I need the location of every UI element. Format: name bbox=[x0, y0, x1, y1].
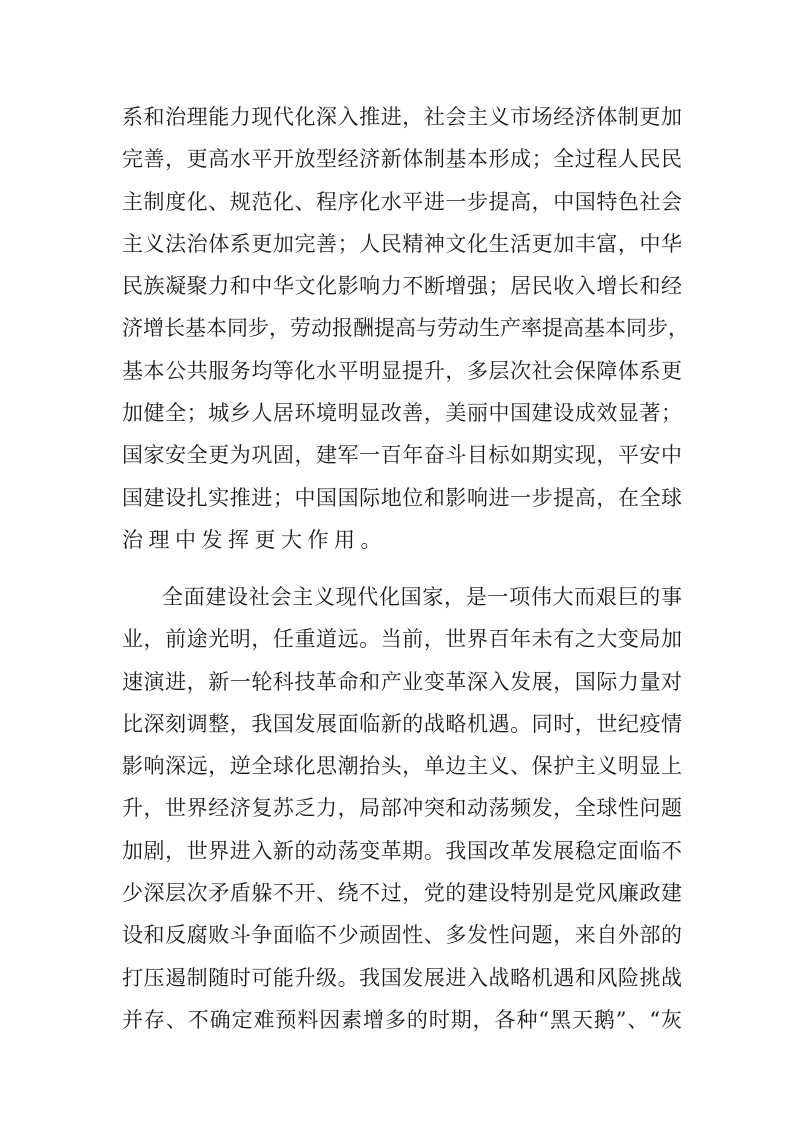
paragraph-1 bbox=[122, 96, 689, 561]
text-line: 比深刻调整，我国发展面临新的战略机遇。同时，世纪疫情 bbox=[122, 711, 682, 736]
text-line: 设和反腐败斗争面临不少顽固性、多发性问题，来自外部的 bbox=[122, 923, 682, 948]
text-line: 治理中发挥更大作用。 bbox=[122, 527, 387, 552]
text-line: 济增长基本同步，劳动报酬提高与劳动生产率提高基本同步， bbox=[122, 316, 689, 341]
text-line: 主义法治体系更加完善；人民精神文化生活更加丰富，中华 bbox=[122, 231, 682, 256]
text-line: 国建设扎实推进；中国国际地位和影响进一步提高，在全球 bbox=[122, 485, 682, 510]
text-line: 国家安全更为巩固，建军一百年奋斗目标如期实现，平安中 bbox=[122, 443, 682, 468]
text-line: 民族凝聚力和中华文化影响力不断增强；居民收入增长和经 bbox=[122, 274, 682, 299]
text-line: 加剧，世界进入新的动荡变革期。我国改革发展稳定面临不 bbox=[122, 838, 682, 863]
text-line: 完善，更高水平开放型经济新体制基本形成；全过程人民民 bbox=[122, 147, 682, 172]
text-line: 业，前途光明，任重道远。当前，世界百年未有之大变局加 bbox=[122, 627, 682, 652]
text-line: 加健全；城乡人居环境明显改善，美丽中国建设成效显著； bbox=[122, 401, 682, 426]
text-line: 速演进，新一轮科技革命和产业变革深入发展，国际力量对 bbox=[122, 669, 682, 694]
text-line: 升，世界经济复苏乏力，局部冲突和动荡频发，全球性问题 bbox=[122, 796, 682, 821]
text-line: 影响深远，逆全球化思潮抬头，单边主义、保护主义明显上 bbox=[122, 754, 682, 779]
text-line: 系和治理能力现代化深入推进，社会主义市场经济体制更加 bbox=[122, 105, 682, 129]
paragraph-2 bbox=[122, 576, 682, 1041]
text-line: 基本公共服务均等化水平明显提升，多层次社会保障体系更 bbox=[122, 358, 682, 383]
text-line: 主制度化、规范化、程序化水平进一步提高，中国特色社会 bbox=[122, 189, 682, 214]
text-line: 全面建设社会主义现代化国家，是一项伟大而艰巨的事 bbox=[162, 585, 682, 609]
text-line: 打压遏制随时可能升级。我国发展进入战略机遇和风险挑战 bbox=[122, 965, 682, 990]
text-line: 并存、不确定难预料因素增多的时期，各种“黑天鹅”、“灰 bbox=[122, 1007, 682, 1032]
text-line: 少深层次矛盾躲不开、绕不过，党的建设特别是党风廉政建 bbox=[122, 881, 682, 906]
